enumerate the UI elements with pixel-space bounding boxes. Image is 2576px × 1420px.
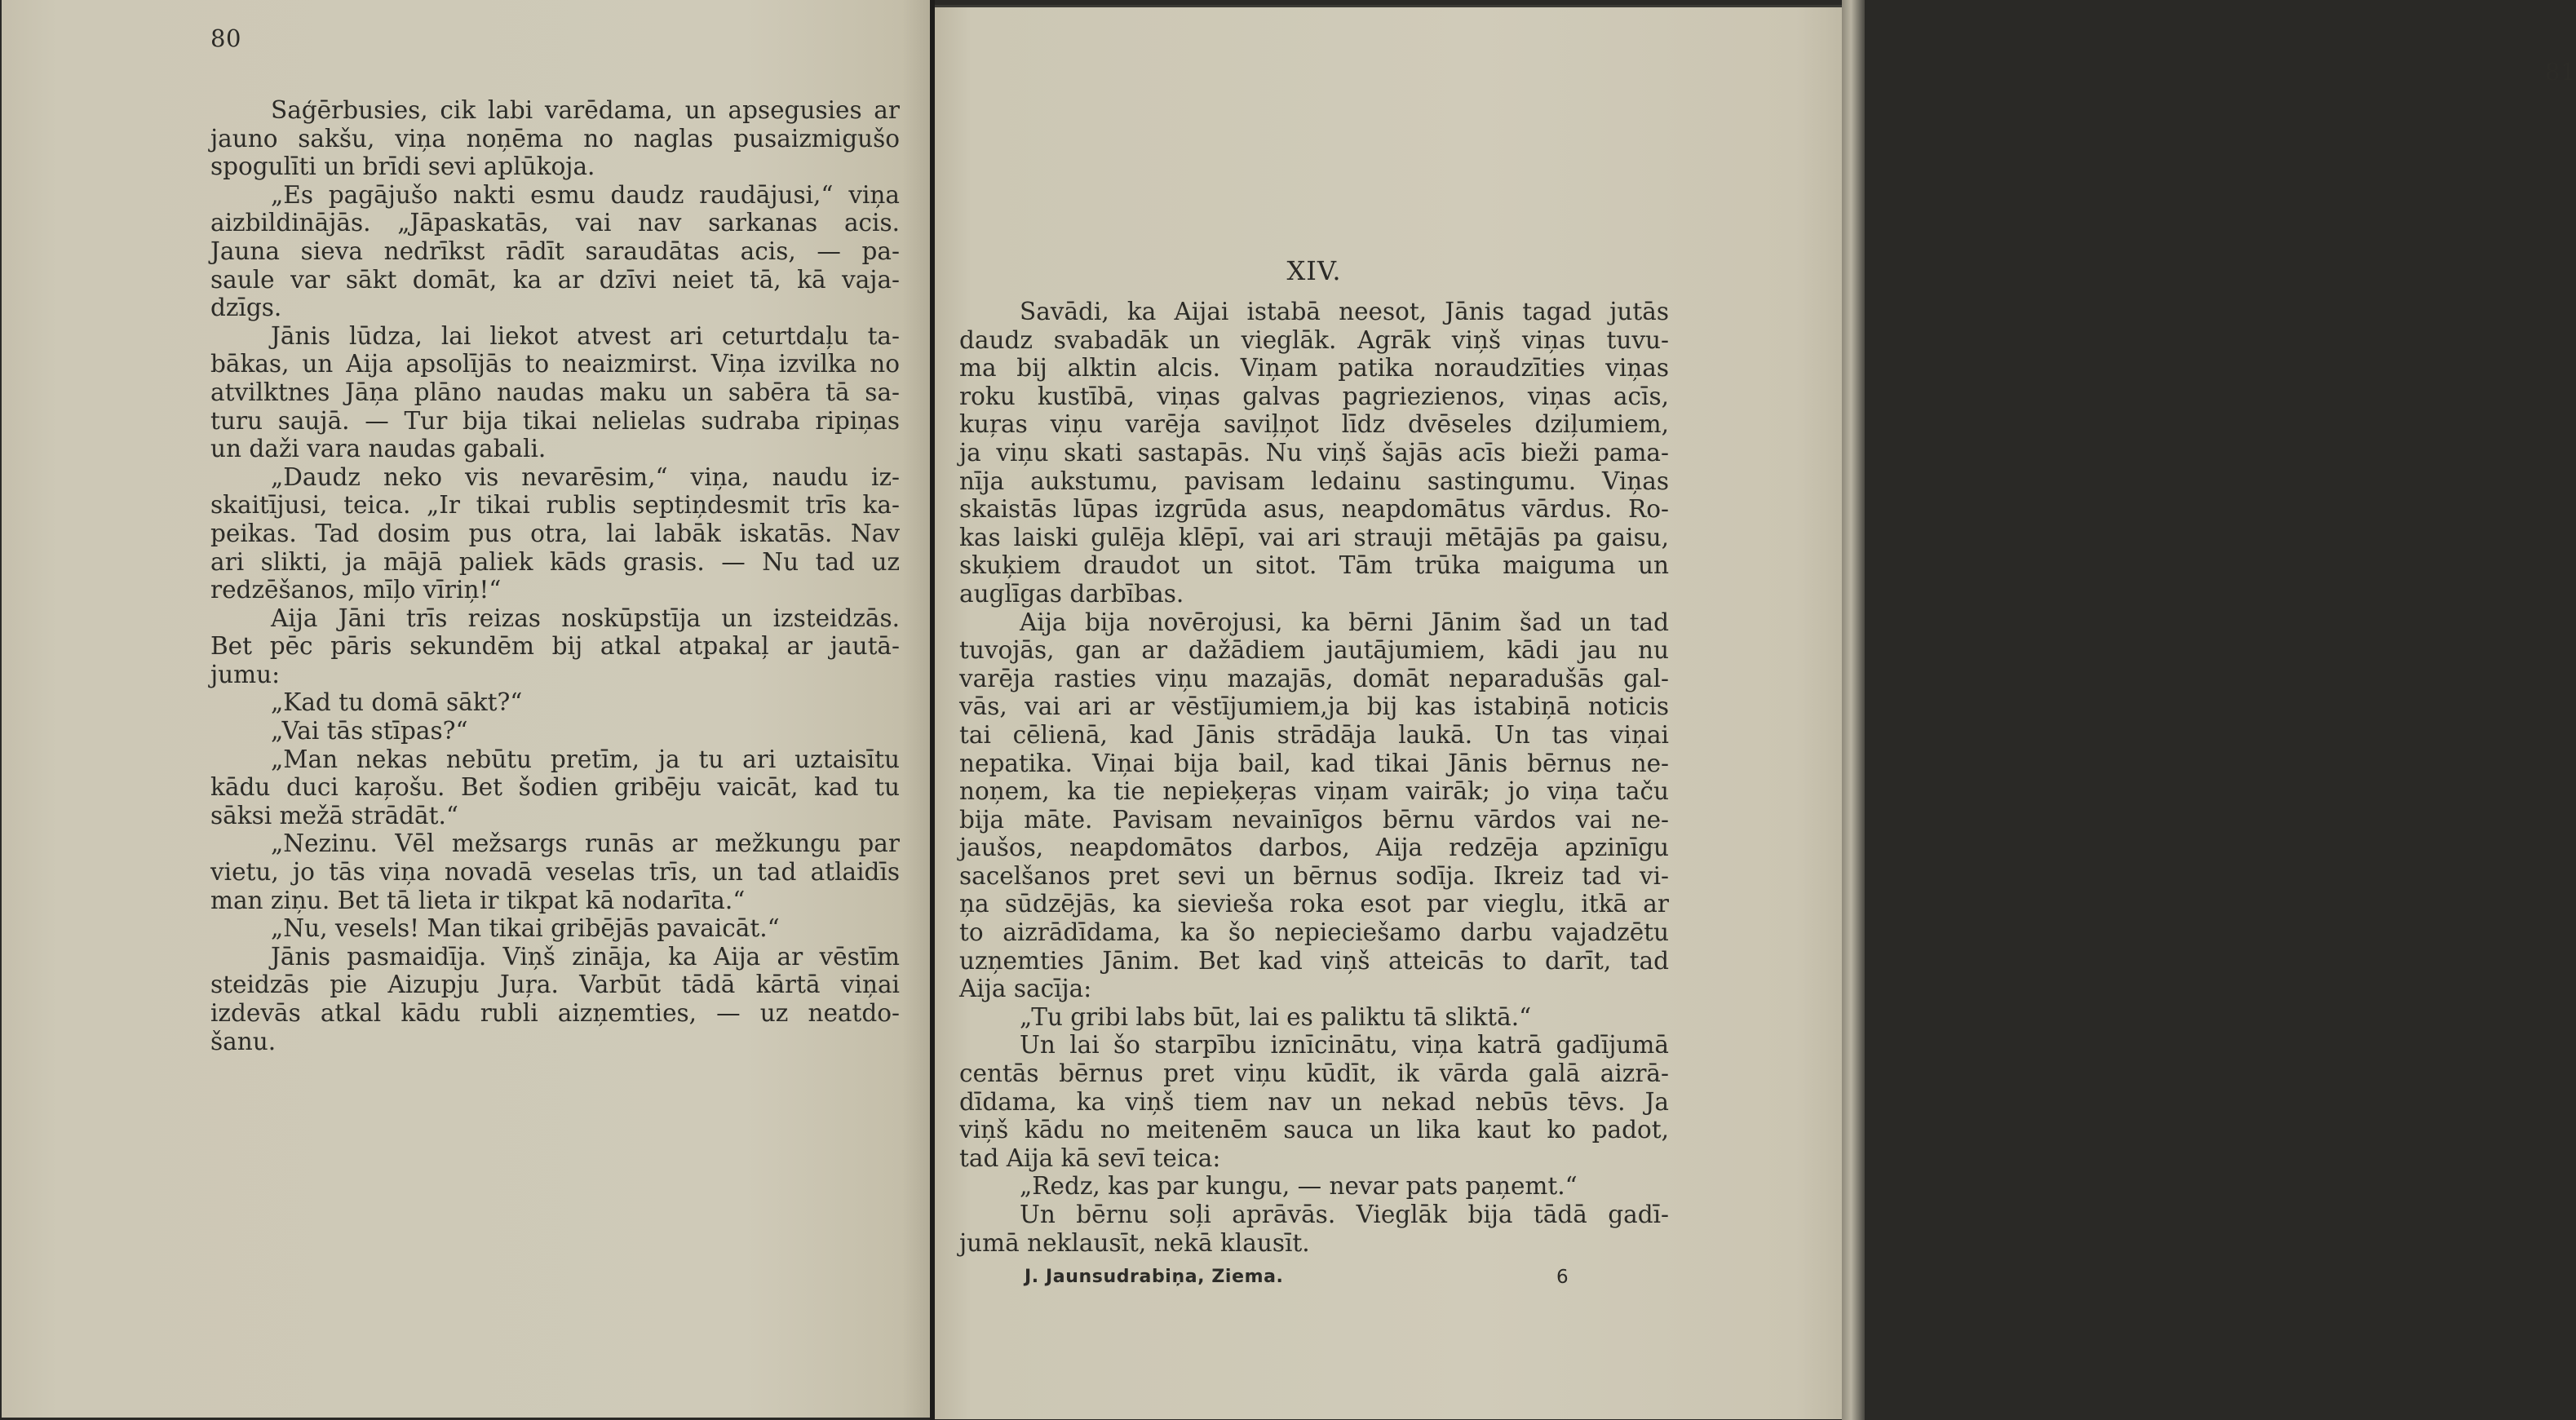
text-line: sacelšanos pret sevi un bērnus sodīja. Ikreiz tad vi- <box>959 861 1669 890</box>
left-page <box>2 0 930 1418</box>
text-line: Jānis pasmaidīja. Viņš zināja, ka Aija ar vēstīm <box>271 942 900 971</box>
footer-signature: J. Jaunsudrabiņa, Ziema. <box>1025 1267 1284 1287</box>
text-line: skaitījusi, teica. „Ir tikai rublis septiņdesmit trīs ka- <box>210 491 900 520</box>
text-line: Aija bija novērojusi, ka bērni Jānim šad un tad <box>1020 608 1669 636</box>
text-line: „Man nekas nebūtu pretīm, ja tu ari uztaisītu <box>271 745 900 773</box>
text-line: ņa sūdzējās, ka sievieša roka esot par vieglu, itkā ar <box>959 890 1669 918</box>
chapter-heading: XIV. <box>1286 255 1342 286</box>
text-line: un daži vara naudas gabali. <box>210 435 547 463</box>
text-line: kas laiski gulēja klēpī, vai ari strauji mētājās pa gaisu, <box>959 523 1669 551</box>
text-line: Aija Jāni trīs reizas noskūpstīja un izsteidzās. <box>271 604 900 632</box>
text-line: redzēšanos, mīļo vīriņ!“ <box>210 576 502 604</box>
text-line: Savādi, ka Aijai istabā neesot, Jānis tagad jutās <box>1020 298 1669 325</box>
text-line: daudz svabadāk un vieglāk. Agrāk viņš viņas tuvu- <box>959 325 1669 354</box>
text-line: Bet pēc pāris sekundēm bij atkal atpakaļ ar jautā- <box>210 632 900 661</box>
text-line: „Daudz neko vis nevarēsim,“ viņa, naudu iz- <box>271 462 900 491</box>
text-line: „Es pagājušo nakti esmu daudz raudājusi,“ viņa <box>271 180 900 209</box>
text-line: „Tu gribi labs būt, lai es paliktu tā sliktā.“ <box>1020 1002 1532 1031</box>
text-line: tuvojās, gan ar dažādiem jautājumiem, kādi jau nu <box>959 636 1669 665</box>
text-line: viņš kādu no meitenēm sauca un lika kaut ko padot, <box>959 1116 1669 1144</box>
text-line: ari slikti, ja mājā paliek kāds grasis. — Nu tad uz <box>210 547 900 576</box>
text-line: man ziņu. Bet tā lieta ir tikpat kā nodarīta.“ <box>210 886 746 914</box>
text-line: to aizrādīdama, ka šo nepieciešamo darbu vajadzētu <box>959 918 1669 947</box>
text-line: „Redz, kas par kungu, — nevar pats paņemt.“ <box>1020 1172 1578 1201</box>
text-line: turu saujā. — Tur bija tikai nelielas sudraba ripiņas <box>210 406 900 435</box>
text-line: izdevās atkal kādu rubli aizņemties, — uz neatdo- <box>210 999 900 1027</box>
text-line: bākas, un Aija apsolījās to neaizmirst. Viņa izvilka no <box>210 350 900 378</box>
text-line: tai cēlienā, kad Jānis strādāja laukā. Un tas viņai <box>959 720 1669 749</box>
page-number-left: 80 <box>210 24 241 52</box>
text-line: Jauna sieva nedrīkst rādīt saraudātas acis, — pa- <box>210 237 900 265</box>
text-line: vās, vai ari ar vēstījumiem,ja bij kas istabiņā noticis <box>959 692 1669 721</box>
text-line: varēja rasties viņu mazajās, domāt neparadušās gal- <box>959 664 1669 692</box>
text-line: Un lai šo starpību iznīcinātu, viņa katrā gadījumā <box>1020 1031 1669 1059</box>
text-line: dīdama, ka viņš tiem nav un nekad nebūs tēvs. Ja <box>959 1087 1669 1116</box>
text-line: Jānis lūdza, lai liekot atvest ari ceturtdaļu ta- <box>271 321 900 350</box>
text-line: kuŗas viņu varēja saviļņot līdz dvēseles dziļumiem, <box>959 410 1669 439</box>
footer-sheet-number: 6 <box>1556 1267 1569 1288</box>
text-line: kādu duci kaŗošu. Bet šodien gribēju vaicāt, kad tu <box>210 773 900 802</box>
text-line: Aija sacīja: <box>959 975 1092 1003</box>
text-line: vietu, jo tās viņa novadā veselas trīs, un tad atlaidīs <box>210 858 900 887</box>
text-line: atvilktnes Jāņa plāno naudas maku un sabēra tā sa- <box>210 378 900 406</box>
text-line: steidzās pie Aizupju Juŗa. Varbūt tādā kārtā viņai <box>210 971 900 999</box>
text-line: saule var sākt domāt, ka ar dzīvi neiet tā, kā vaja- <box>210 265 900 294</box>
text-line: skaistās lūpas izgrūda asus, neapdomātus vārdus. Ro- <box>959 495 1669 524</box>
text-line: „Vai tās stīpas?“ <box>271 717 468 745</box>
text-line: aizbildinājās. „Jāpaskatās, vai nav sarkanas acis. <box>210 209 900 237</box>
text-line: nepatika. Viņai bija bail, kad tikai Jānis bērnus ne- <box>959 749 1669 777</box>
text-line: jumā neklausīt, nekā klausīt. <box>959 1228 1310 1257</box>
text-line: ma bij alktin alcis. Viņam patika noraudzīties viņas <box>959 354 1669 383</box>
text-line: roku kustībā, viņas galvas pagriezienos, viņas acīs, <box>959 382 1669 410</box>
text-line: jumu: <box>210 660 281 688</box>
text-line: nīja aukstumu, pavisam ledainu sastingumu. Viņas <box>959 467 1669 495</box>
text-line: sāksi mežā strādāt.“ <box>210 801 458 829</box>
text-line: jaušos, neapdomātos darbos, Aija redzēja apzinīgu <box>959 834 1669 862</box>
right-page-text <box>959 298 1669 1257</box>
text-line: šanu. <box>210 1027 277 1055</box>
text-line: skuķiem draudot un sitot. Tām trūka maiguma un <box>959 551 1669 580</box>
text-line: Un bērnu soļi aprāvās. Vieglāk bija tādā gadī- <box>1020 1201 1669 1228</box>
text-line: tad Aija kā sevī teica: <box>959 1144 1221 1172</box>
left-page-text <box>210 96 900 1055</box>
text-line: ja viņu skati sastapās. Nu viņš šajās acīs bieži pama- <box>959 438 1669 467</box>
text-line: „Nezinu. Vēl mežsargs runās ar mežkungu par <box>271 829 900 858</box>
right-page <box>935 5 2576 1419</box>
page-number-right: 81 <box>2545 58 2576 86</box>
text-line: dzīgs. <box>210 294 282 322</box>
text-line: noņem, ka tie nepieķeŗas viņam vairāk; jo viņa taču <box>959 777 1669 806</box>
text-line: jauno sakšu, viņa noņēma no naglas pusaizmigušo <box>210 124 900 153</box>
text-line: bija māte. Pavisam nevainīgos bērnu vārdos vai ne- <box>959 805 1669 834</box>
book-edge <box>1842 0 1865 1420</box>
text-line: „Kad tu domā sākt?“ <box>271 688 523 717</box>
text-line: „Nu, vesels! Man tikai gribējās pavaicāt.“ <box>271 914 780 943</box>
text-line: Saģērbusies, cik labi varēdama, un apsegusies ar <box>271 96 900 124</box>
text-line: centās bērnus pret viņu kūdīt, ik vārda galā aizrā- <box>959 1059 1669 1088</box>
text-line: auglīgas darbības. <box>959 579 1184 608</box>
text-line: uzņemties Jānim. Bet kad viņš atteicās to darīt, tad <box>959 946 1669 975</box>
text-line: spogulīti un brīdi sevi aplūkoja. <box>210 153 595 181</box>
text-line: peikas. Tad dosim pus otra, lai labāk iskatās. Nav <box>210 519 900 547</box>
